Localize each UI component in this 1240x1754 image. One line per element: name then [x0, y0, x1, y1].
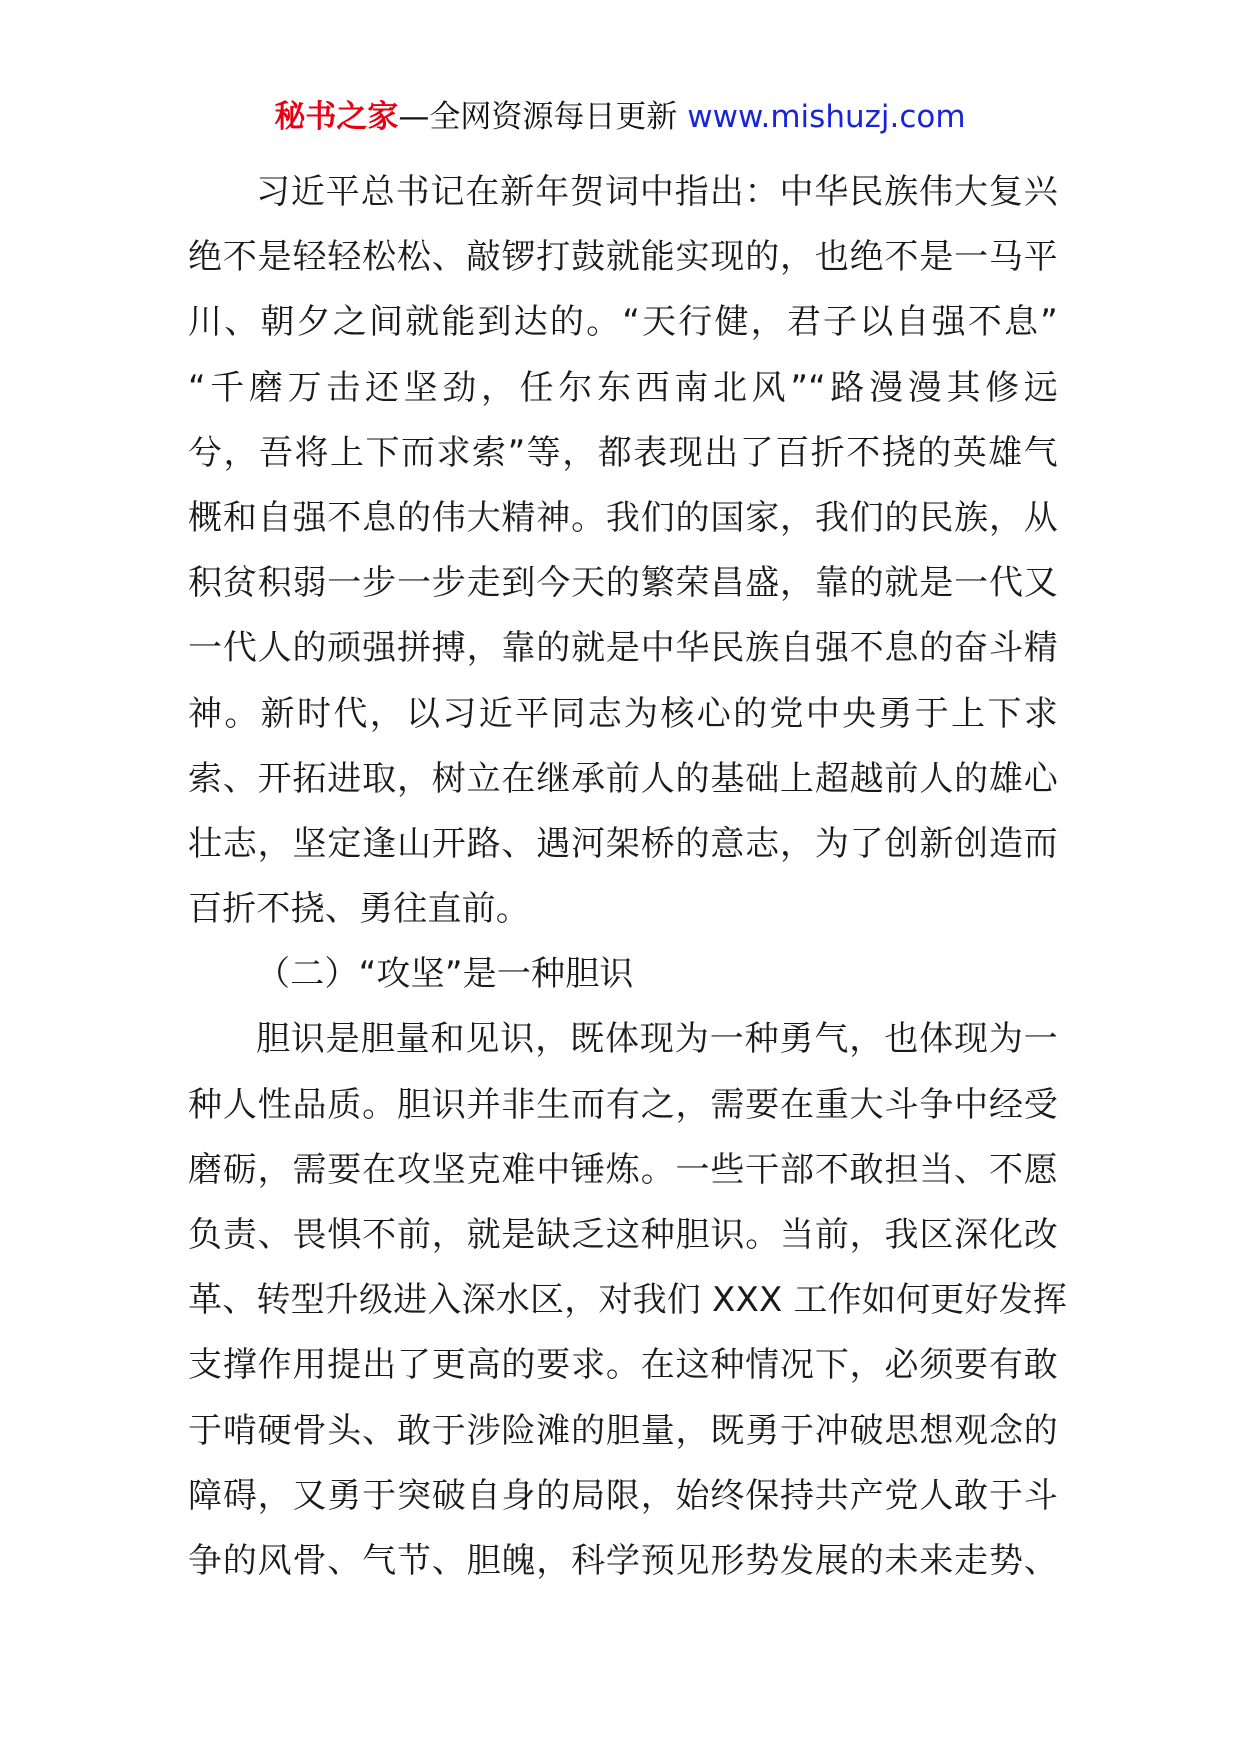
paragraph-line: 争的风骨、气节、胆魄，科学预见形势发展的未来走势、 [188, 1540, 1058, 1581]
paragraph-line: 兮，吾将上下而求索”等，都表现出了百折不挠的英雄气 [188, 432, 1058, 473]
page-header [0, 96, 1240, 138]
paragraph-line: 磨砺，需要在攻坚克难中锤炼。一些干部不敢担当、不愿 [188, 1149, 1058, 1190]
paragraph-line: 支撑作用提出了更高的要求。在这种情况下，必须要有敢 [188, 1345, 1058, 1386]
paragraph-line: “千磨万击还坚劲，任尔东西南北风”“路漫漫其修远 [188, 367, 1058, 408]
paragraph-line: 一代人的顽强拼搏，靠的就是中华民族自强不息的奋斗精 [188, 628, 1058, 669]
paragraph-line: 绝不是轻轻松松、敲锣打鼓就能实现的，也绝不是一马平 [188, 237, 1058, 278]
paragraph-line: 百折不挠、勇往直前。 [188, 889, 530, 930]
header-tagline: —全网资源每日更新 [398, 99, 688, 135]
paragraph-line: 种人性品质。胆识并非生而有之，需要在重大斗争中经受 [188, 1084, 1058, 1125]
paragraph-line: 习近平总书记在新年贺词中指出：中华民族伟大复兴 [256, 172, 1058, 212]
site-url[interactable]: www.mishuzj.com [687, 99, 966, 135]
paragraph-line: 概和自强不息的伟大精神。我们的国家，我们的民族，从 [188, 497, 1058, 538]
paragraph-line: 于啃硬骨头、敢于涉险滩的胆量，既勇于冲破思想观念的 [188, 1410, 1058, 1451]
brand-name: 秘书之家 [274, 99, 399, 135]
paragraph-line: 索、开拓进取，树立在继承前人的基础上超越前人的雄心 [188, 758, 1058, 799]
paragraph-line: 积贫积弱一步一步走到今天的繁荣昌盛，靠的就是一代又 [188, 563, 1058, 604]
paragraph-line: 革、转型升级进入深水区，对我们 XXX 工作如何更好发挥 [188, 1280, 1068, 1321]
paragraph-line: 川、朝夕之间就能到达的。“天行健，君子以自强不息” [188, 302, 1058, 343]
paragraph-line: 负责、畏惧不前，就是缺乏这种胆识。当前，我区深化改 [188, 1215, 1058, 1255]
paragraph-line: 障碍，又勇于突破自身的局限，始终保持共产党人敢于斗 [188, 1475, 1058, 1516]
document-body [188, 160, 1068, 1594]
paragraph-line: 胆识是胆量和见识，既体现为一种勇气，也体现为一 [256, 1019, 1058, 1060]
paragraph-line: 壮志，坚定逢山开路、遇河架桥的意志，为了创新创造而 [188, 823, 1058, 864]
section-heading: （二）“攻坚”是一种胆识 [256, 954, 634, 995]
paragraph-line: 神。新时代，以习近平同志为核心的党中央勇于上下求 [188, 693, 1058, 734]
